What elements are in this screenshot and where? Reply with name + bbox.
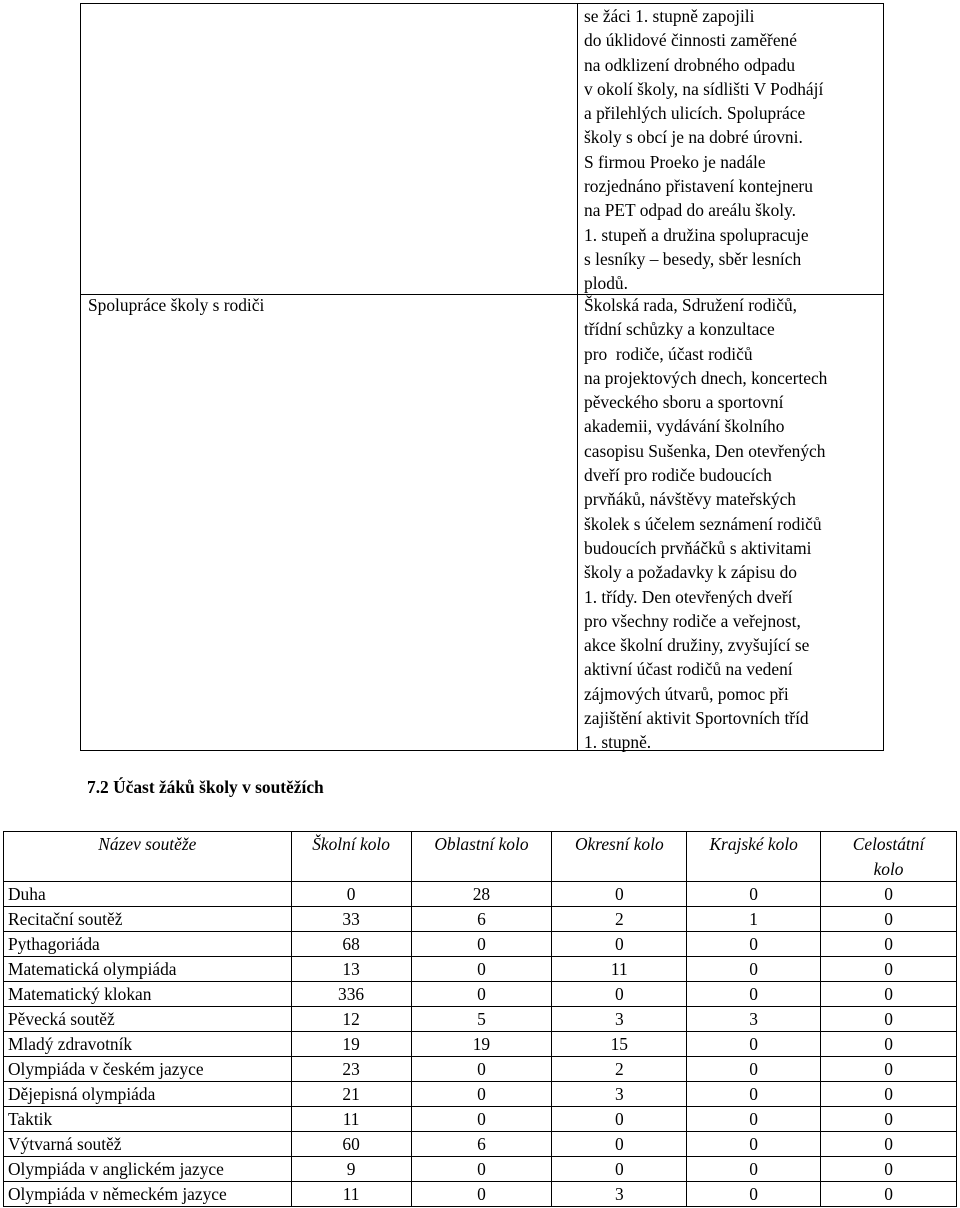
table-row	[4, 982, 957, 1007]
count-cell: 0	[411, 957, 552, 982]
table-row	[4, 882, 957, 907]
count-cell: 0	[411, 1107, 552, 1132]
count-cell: 19	[291, 1032, 411, 1057]
count-cell: 0	[687, 1032, 821, 1057]
count-cell: 0	[821, 1107, 957, 1132]
count-cell: 6	[411, 1132, 552, 1157]
count-cell: 15	[552, 1032, 687, 1057]
competition-name-cell: Matematická olympiáda	[4, 957, 292, 982]
header-area-round: Oblastní kolo	[411, 832, 552, 882]
count-cell: 0	[821, 957, 957, 982]
header-national-round: Celostátní kolo	[821, 832, 957, 882]
count-cell: 0	[821, 1082, 957, 1107]
competition-name-cell: Olympiáda v německém jazyce	[4, 1182, 292, 1207]
competition-name-cell: Duha	[4, 882, 292, 907]
count-cell: 23	[291, 1057, 411, 1082]
competition-name-cell: Olympiáda v českém jazyce	[4, 1057, 292, 1082]
count-cell: 13	[291, 957, 411, 982]
header-competition-name: Název soutěže	[4, 832, 292, 882]
count-cell: 0	[821, 1182, 957, 1207]
count-cell: 0	[821, 982, 957, 1007]
count-cell: 0	[687, 957, 821, 982]
count-cell: 3	[552, 1082, 687, 1107]
competition-name-cell: Recitační soutěž	[4, 907, 292, 932]
count-cell: 0	[821, 882, 957, 907]
competition-name-cell: Taktik	[4, 1107, 292, 1132]
competition-name-cell: Pythagoriáda	[4, 932, 292, 957]
count-cell: 0	[687, 1132, 821, 1157]
table-row	[4, 1107, 957, 1132]
competition-name-cell: Dějepisná olympiáda	[4, 1082, 292, 1107]
count-cell: 5	[411, 1007, 552, 1032]
count-cell: 2	[552, 1057, 687, 1082]
count-cell: 0	[552, 1157, 687, 1182]
count-cell: 3	[552, 1007, 687, 1032]
parents-cooperation-label: Spolupráce školy s rodiči	[88, 295, 265, 315]
count-cell: 11	[291, 1107, 411, 1132]
table-row	[4, 907, 957, 932]
table-row	[4, 957, 957, 982]
count-cell: 11	[291, 1182, 411, 1207]
count-cell: 336	[291, 982, 411, 1007]
count-cell: 3	[552, 1182, 687, 1207]
count-cell: 28	[411, 882, 552, 907]
table-row	[4, 1007, 957, 1032]
table-header-row	[4, 832, 957, 882]
table-row	[4, 1032, 957, 1057]
competition-name-cell: Výtvarná soutěž	[4, 1132, 292, 1157]
table-row	[4, 932, 957, 957]
count-cell: 0	[821, 1032, 957, 1057]
competition-name-cell: Olympiáda v anglickém jazyce	[4, 1157, 292, 1182]
count-cell: 19	[411, 1032, 552, 1057]
count-cell: 0	[411, 1082, 552, 1107]
count-cell: 0	[821, 1157, 957, 1182]
count-cell: 0	[821, 907, 957, 932]
count-cell: 12	[291, 1007, 411, 1032]
count-cell: 0	[687, 1157, 821, 1182]
count-cell: 0	[411, 982, 552, 1007]
count-cell: 6	[411, 907, 552, 932]
count-cell: 0	[821, 1007, 957, 1032]
count-cell: 0	[687, 1082, 821, 1107]
table-row	[4, 1132, 957, 1157]
count-cell: 0	[411, 932, 552, 957]
count-cell: 0	[687, 932, 821, 957]
count-cell: 9	[291, 1157, 411, 1182]
count-cell: 0	[821, 932, 957, 957]
count-cell: 0	[411, 1182, 552, 1207]
count-cell: 2	[552, 907, 687, 932]
count-cell: 0	[411, 1057, 552, 1082]
count-cell: 0	[552, 882, 687, 907]
competition-name-cell: Matematický klokan	[4, 982, 292, 1007]
table-row	[4, 1182, 957, 1207]
header-district-round: Okresní kolo	[552, 832, 687, 882]
count-cell: 0	[687, 1057, 821, 1082]
competition-name-cell: Pěvecká soutěž	[4, 1007, 292, 1032]
count-cell: 0	[687, 882, 821, 907]
count-cell: 0	[552, 1107, 687, 1132]
table-row	[4, 1157, 957, 1182]
community-cooperation-text: se žáci 1. stupně zapojili do úklidové činnosti zaměřené na odklizení drobného odpadu v okolí školy, na sídlišti V Podhájí a přilehlých ulicích. Spolupráce školy s obcí je na dobré úrovni. S firmou Proeko je nadále rozjednáno přistavení kontejneru na PET odpad do areálu školy. 1. stupeň a družina spolupracuje s lesníky – besedy, sběr lesních plodů.	[584, 6, 824, 294]
count-cell: 11	[552, 957, 687, 982]
table-column-divider	[577, 3, 578, 751]
header-school-round: Školní kolo	[291, 832, 411, 882]
header-regional-round: Krajské kolo	[687, 832, 821, 882]
parents-cooperation-text: Školská rada, Sdružení rodičů, třídní schůzky a konzultace pro rodiče, účast rodičů na projektových dnech, koncertech pěveckého sboru a sportovní akademii, vydávání školního casopisu Sušenka, Den otevřených dveří pro rodiče budoucích prvňáků, návštěvy mateřských školek s účelem seznámení rodičů budoucích prvňáčků s aktivitami školy a požadavky k zápisu do 1. třídy. Den otevřených dveří pro všechny rodiče a veřejnost, akce školní družiny, zvyšující se aktivní účast rodičů na vedení zájmových útvarů, pomoc při zajištění aktivit Sportovních tříd 1. stupně.	[584, 295, 828, 753]
count-cell: 33	[291, 907, 411, 932]
count-cell: 0	[552, 932, 687, 957]
count-cell: 0	[552, 1132, 687, 1157]
count-cell: 0	[821, 1132, 957, 1157]
count-cell: 0	[687, 1107, 821, 1132]
count-cell: 60	[291, 1132, 411, 1157]
count-cell: 0	[687, 982, 821, 1007]
count-cell: 1	[687, 907, 821, 932]
competition-name-cell: Mladý zdravotník	[4, 1032, 292, 1057]
count-cell: 0	[821, 1057, 957, 1082]
count-cell: 21	[291, 1082, 411, 1107]
count-cell: 0	[552, 982, 687, 1007]
section-heading: 7.2 Účast žáků školy v soutěžích	[87, 777, 324, 797]
count-cell: 3	[687, 1007, 821, 1032]
count-cell: 0	[411, 1157, 552, 1182]
count-cell: 0	[687, 1182, 821, 1207]
table-row	[4, 1057, 957, 1082]
competitions-table	[3, 831, 957, 1207]
table-row	[4, 1082, 957, 1107]
count-cell: 68	[291, 932, 411, 957]
count-cell: 0	[291, 882, 411, 907]
